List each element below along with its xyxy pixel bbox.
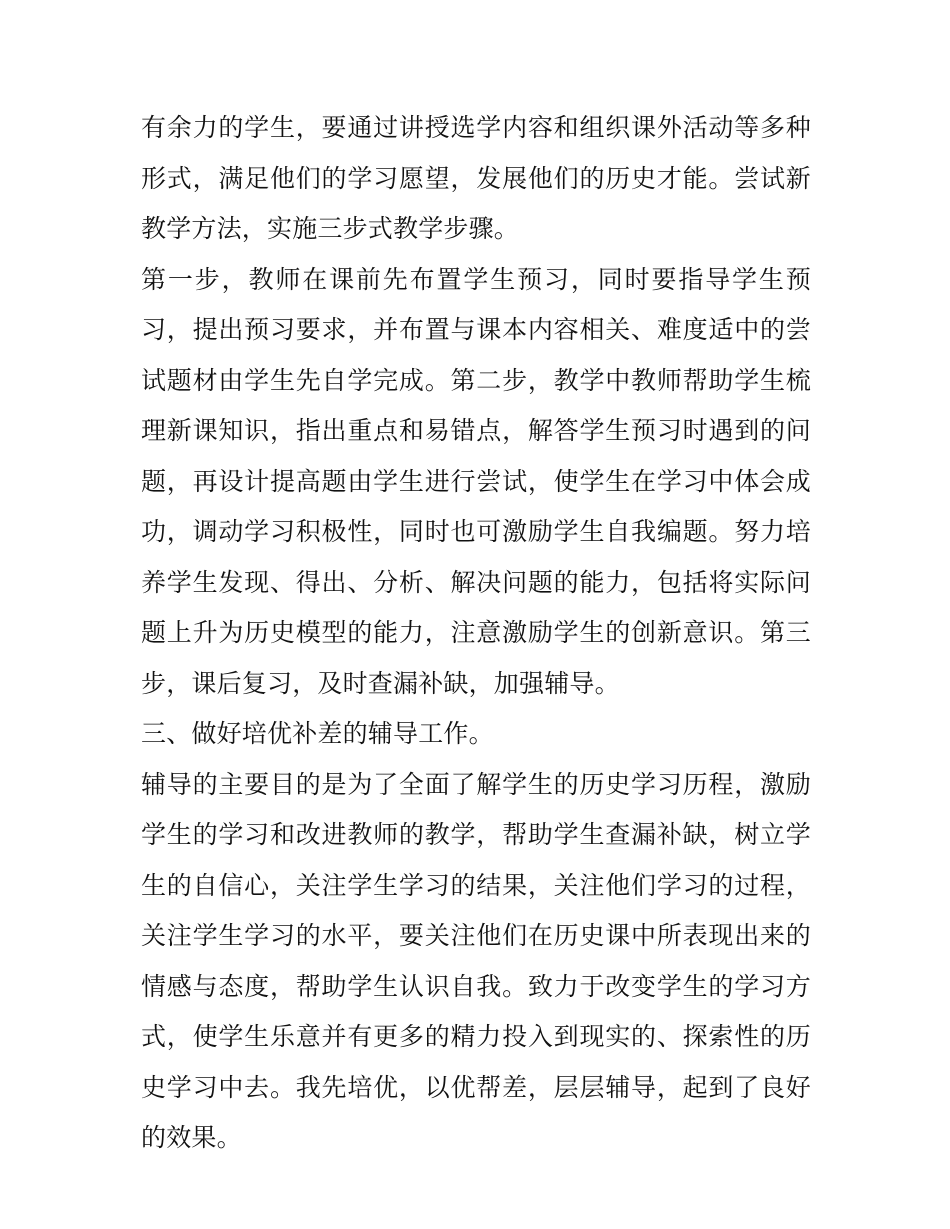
paragraph-continued-method: 有余力的学生，要通过讲授选学内容和组织课外活动等多种形式，满足他们的学习愿望，发展他们的历史才能。尝试新教学方法，实施三步式教学步骤。 [141, 113, 811, 243]
document-body [141, 103, 811, 1164]
paragraph-tutoring-purpose: 辅导的主要目的是为了全面了解学生的历史学习历程，激励学生的学习和改进教师的教学，帮助学生查漏补缺，树立学生的自信心，关注学生学习的结果，关注他们学习的过程，关注学生学习的水平，要关注他们在历史课中所表现出来的情感与态度，帮助学生认识自我。致力于改变学生的学习方式，使学生乐意并有更多的精力投入到现实的、探索性的历史学习中去。我先培优，以优帮差，层层辅导，起到了良好的效果。 [141, 769, 811, 1152]
paragraph-three-steps: 第一步，教师在课前先布置学生预习，同时要指导学生预习，提出预习要求，并布置与课本内容相关、难度适中的尝试题材由学生先自学完成。第二步，教学中教师帮助学生梳理新课知识，指出重点和易错点，解答学生预习时遇到的问题，再设计提高题由学生进行尝试，使学生在学习中体会成功，调动学习积极性，同时也可激励学生自我编题。努力培养学生发现、得出、分析、解决问题的能力，包括将实际问题上升为历史模型的能力，注意激励学生的创新意识。第三步，课后复习，及时查漏补缺，加强辅导。 [141, 264, 811, 698]
section-heading-tutoring: 三、做好培优补差的辅导工作。 [141, 719, 494, 748]
